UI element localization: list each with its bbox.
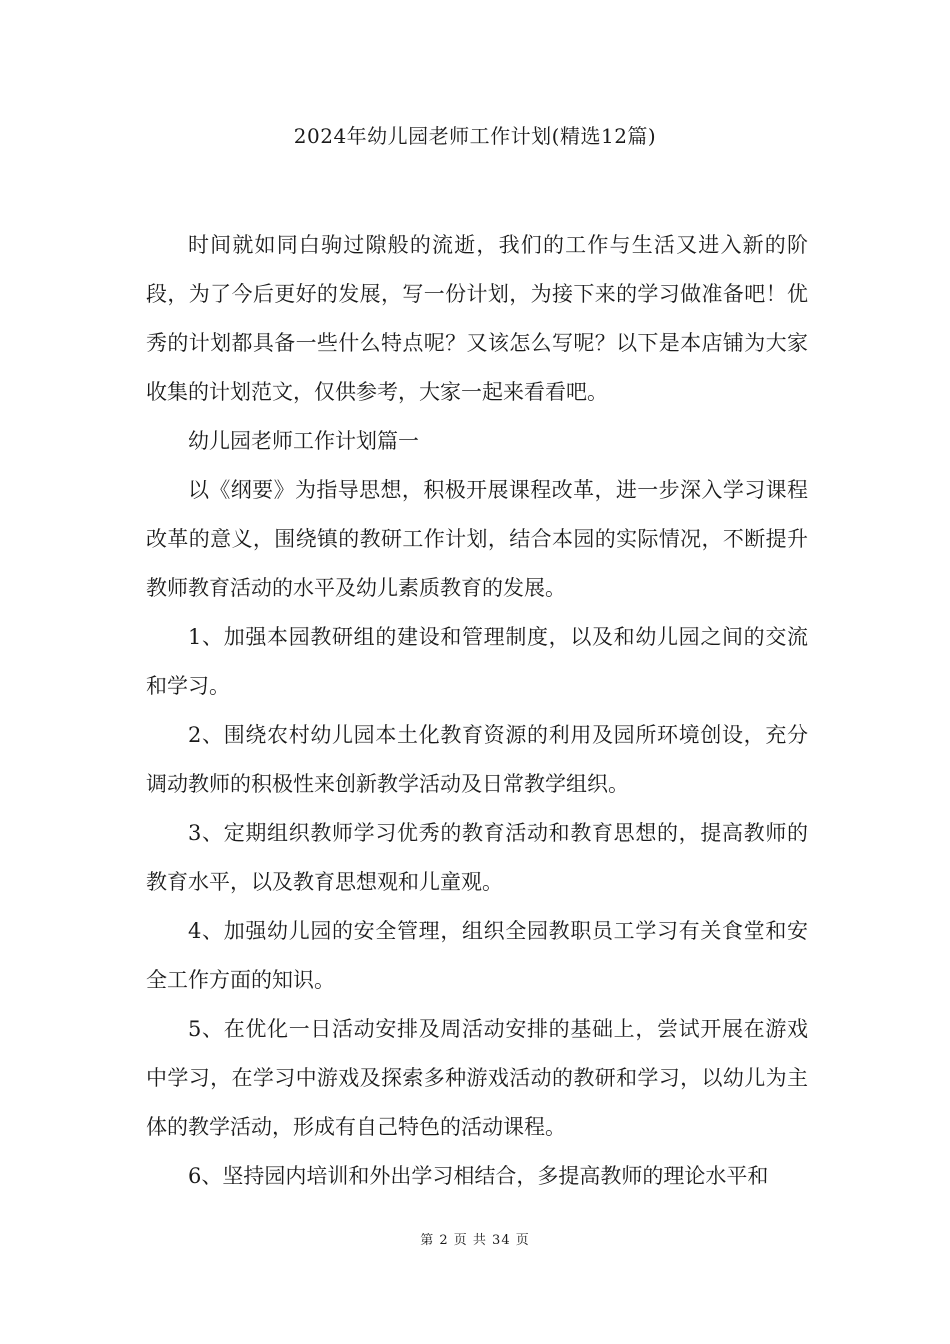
list-item: 6、坚持园内培训和外出学习相结合，多提高教师的理论水平和 <box>188 1164 769 1188</box>
intro-paragraph: 时间就如同白驹过隙般的流逝，我们的工作与生活又进入新的阶段，为了今后更好的发展，写一份计划，为接下来的学习做准备吧！优秀的计划都具备一些什么特点呢？又该怎么写呢？以下是本店铺为大家收集的计划范文，仅供参考，大家一起来看看吧。 <box>146 233 808 404</box>
list-item: 2、围绕农村幼儿园本土化教育资源的利用及园所环境创设，充分调动教师的积极性来创新教学活动及日常教学组织。 <box>146 723 808 796</box>
document-body <box>146 221 808 1201</box>
section-heading: 幼儿园老师工作计划篇一 <box>188 429 419 453</box>
page-footer: 第 2 页 共 34 页 <box>420 1233 530 1248</box>
list-item: 4、加强幼儿园的安全管理，组织全园教职员工学习有关食堂和安全工作方面的知识。 <box>146 919 808 992</box>
body-paragraph: 以《纲要》为指导思想，积极开展课程改革，进一步深入学习课程改革的意义，围绕镇的教研工作计划，结合本园的实际情况，不断提升教师教育活动的水平及幼儿素质教育的发展。 <box>146 478 808 600</box>
document-title: 2024年幼儿园老师工作计划(精选12篇) <box>293 124 657 148</box>
list-item: 3、定期组织教师学习优秀的教育活动和教育思想的，提高教师的教育水平，以及教育思想观和儿童观。 <box>146 821 808 894</box>
list-item: 1、加强本园教研组的建设和管理制度，以及和幼儿园之间的交流和学习。 <box>146 625 808 698</box>
list-item: 5、在优化一日活动安排及周活动安排的基础上，尝试开展在游戏中学习，在学习中游戏及探索多种游戏活动的教研和学习，以幼儿为主体的教学活动，形成有自己特色的活动课程。 <box>146 1017 808 1139</box>
